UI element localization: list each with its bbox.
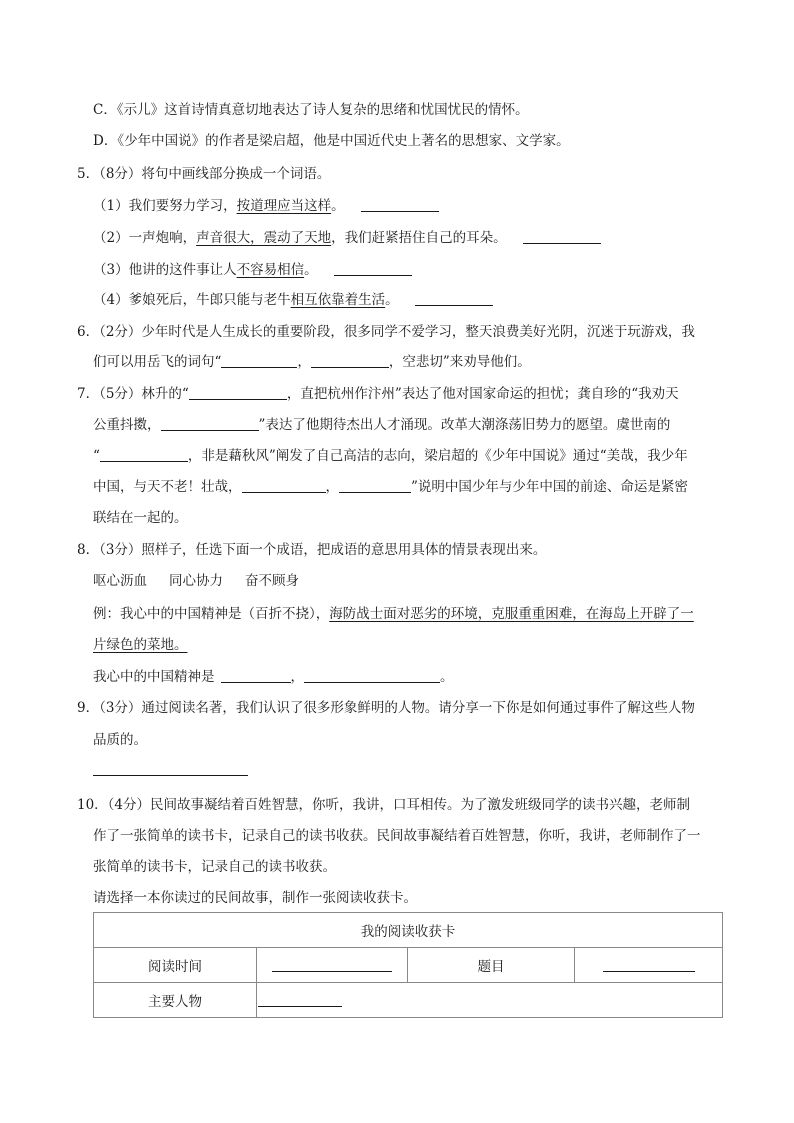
q7-blank-5[interactable]	[339, 478, 411, 493]
q10-line-4: 请选择一本你读过的民间故事，制作一张阅读收获卡。	[93, 890, 417, 906]
q8-idiom-1: 呕心沥血	[93, 573, 147, 589]
q5-answer-blank-3[interactable]	[334, 261, 412, 276]
q7-line-2	[93, 415, 670, 435]
q8-example-text: 例：我心中的中国精神是（百折不挠），	[93, 606, 330, 622]
q7-l2-text-a: 公重抖擞，	[93, 417, 161, 433]
q9-line-2: 品质的。	[93, 732, 147, 748]
q6-text-b: ，	[297, 354, 311, 370]
q5-s3-end: 。	[304, 262, 318, 278]
q5-sentence-1	[93, 196, 439, 216]
q5-sentence-4	[93, 290, 493, 310]
q7-line-3	[93, 446, 688, 466]
q7-blank-3[interactable]	[100, 447, 188, 462]
q10-line-2: 作了一张简单的读书卡，记录自己的读书收获。民间故事凝结着百姓智慧，你听，我讲，老师制作了一	[93, 828, 701, 844]
q8-answer-text: 我心中的中国精神是	[93, 669, 215, 685]
card-topic-cell[interactable]	[575, 948, 723, 983]
q8-idioms	[93, 571, 299, 591]
q5-s2-underlined: 声音很大，震动了天地	[196, 230, 332, 246]
q5-answer-blank-2[interactable]	[523, 229, 601, 244]
q8-example-line-1	[93, 604, 694, 624]
card-people-blank[interactable]	[258, 990, 342, 1007]
q5-stem: 5．（8分）将句中画线部分换成一个词语。	[77, 166, 331, 182]
q8-example-line-2	[93, 635, 188, 655]
q10-line-1: 10．（4分）民间故事凝结着百姓智慧，你听，我讲，口耳相传。为了激发班级同学的读书兴趣，老师制	[77, 797, 691, 813]
q7-line-5: 联结在一起的。	[93, 510, 188, 526]
q8-blank-2[interactable]	[304, 668, 440, 683]
card-topic-blank[interactable]	[603, 955, 695, 972]
q8-idiom-3: 奋不顾身	[245, 573, 299, 589]
card-title-row	[94, 913, 723, 948]
q6-text-c: ，空悲切”来劝导他们。	[388, 354, 531, 370]
q8-blank-1[interactable]	[221, 668, 291, 683]
option-d: D．《少年中国说》的作者是梁启超，他是中国近代史上著名的思想家、文学家。	[93, 133, 570, 149]
q10-line-3: 张简单的读书卡，记录自己的读书收获。	[93, 859, 336, 875]
q7-line-4	[93, 477, 688, 497]
q6-line-1: 6．（2分）少年时代是人生成长的重要阶段，很多同学不爱学习，整天浪费美好光阴，沉迷于玩游戏，我	[77, 324, 695, 340]
q5-answer-blank-1[interactable]	[361, 197, 439, 212]
q9-line-1: 9．（3分）通过阅读名著，我们认识了很多形象鲜明的人物。请分享一下你是如何通过事件了解这些人物	[77, 700, 695, 716]
option-c: C．《示儿》这首诗情真意切地表达了诗人复杂的思绪和忧国忧民的情怀。	[93, 102, 529, 118]
q8-stem: 8．（3分）照样子，任选下面一个成语，把成语的意思用具体的情景表现出来。	[77, 542, 547, 558]
card-time-cell[interactable]	[257, 948, 408, 983]
q9-answer-blank[interactable]	[93, 775, 248, 776]
card-time-blank[interactable]	[272, 955, 392, 972]
q7-l1-text-b: ，直把杭州作汴州”表达了他对国家命运的担忧；龚自珍的“我劝天	[286, 386, 679, 402]
q5-answer-blank-4[interactable]	[415, 291, 493, 306]
q6-text-a: 们可以用岳飞的词句“	[93, 354, 222, 370]
q7-l4-text-b: ，	[325, 479, 339, 495]
q5-s1-end: 。	[331, 198, 345, 214]
q5-s4-end: 。	[385, 292, 399, 308]
q5-sentence-2	[93, 228, 601, 248]
q6-blank-2[interactable]	[311, 353, 389, 368]
q7-blank-4[interactable]	[242, 478, 326, 493]
q7-l4-text-c: ”说明中国少年与少年中国的前途、命运是紧密	[411, 479, 688, 495]
q7-l3-text-a: “	[93, 448, 100, 464]
q8-example-underlined-1: 海防战士面对恶劣的环境，克服重重困难，在海岛上开辟了一	[329, 606, 694, 622]
q8-answer-line	[93, 667, 454, 687]
q8-example-underlined-2: 片绿色的菜地。	[93, 637, 188, 653]
card-title: 我的阅读收获卡	[94, 913, 723, 948]
q7-blank-1[interactable]	[189, 385, 287, 400]
card-row-time	[94, 948, 723, 983]
q5-s1-text: （1）我们要努力学习，	[93, 198, 237, 214]
card-people-label: 主要人物	[94, 983, 257, 1018]
q6-blank-1[interactable]	[221, 353, 297, 368]
q5-s2-text: （2）一声炮响，	[93, 230, 197, 246]
q5-s4-underlined: 相互依靠着生活	[290, 292, 386, 308]
q7-l3-text-b: ，非是藉秋风”阐发了自己高洁的志向，梁启超的《少年中国说》通过“美哉，我少年	[187, 448, 688, 464]
reading-card-table	[93, 912, 723, 1018]
q5-s3-text: （3）他讲的这件事让人	[93, 262, 237, 278]
q7-l4-text-a: 中国，与天不老！壮哉，	[93, 479, 242, 495]
q7-blank-2[interactable]	[161, 416, 259, 431]
card-row-people	[94, 983, 723, 1018]
q8-answer-end: 。	[440, 669, 454, 685]
q7-l2-text-b: ”表达了他期待杰出人才涌现。改革大潮涤荡旧势力的愿望。虞世南的	[258, 417, 671, 433]
q5-sentence-3	[93, 260, 412, 280]
card-time-label: 阅读时间	[94, 948, 257, 983]
q5-s1-underlined: 按道理应当这样	[236, 198, 332, 214]
q5-s2-end: ，我们赶紧捂住自己的耳朵。	[331, 230, 507, 246]
q5-s4-text: （4）爹娘死后，牛郎只能与老牛	[93, 292, 291, 308]
q6-line-2	[93, 352, 531, 372]
q7-l1-text-a: 7．（5分）林升的“	[77, 386, 189, 402]
q8-answer-comma: ，	[290, 669, 304, 685]
q8-idiom-2: 同心协力	[169, 573, 223, 589]
card-topic-label: 题目	[408, 948, 575, 983]
q7-line-1	[77, 384, 679, 404]
q5-s3-underlined: 不容易相信	[236, 262, 305, 278]
card-people-cell[interactable]	[257, 983, 723, 1018]
